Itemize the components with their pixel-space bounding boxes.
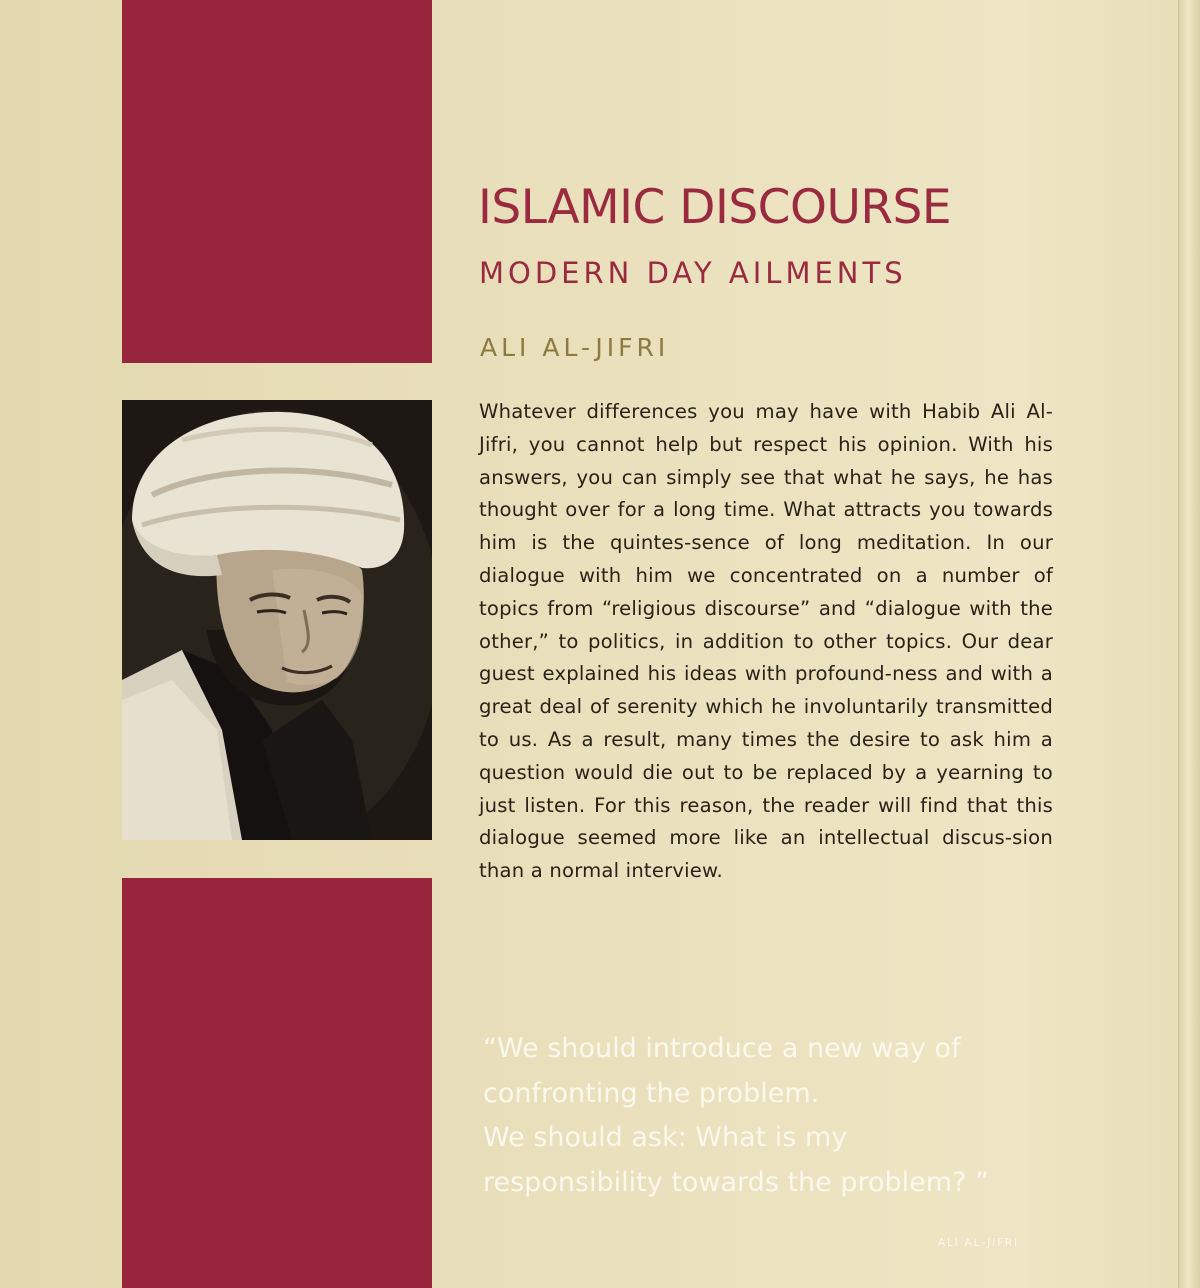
quote-line: “We should introduce a new way of	[483, 1033, 961, 1064]
author-name: ALI AL-JIFRI	[480, 333, 670, 362]
author-portrait-icon	[122, 400, 432, 840]
quote-line: We should ask: What is my	[483, 1122, 848, 1153]
pull-quote	[483, 1027, 1103, 1205]
quote-credit: ALI AL-JIFRI	[938, 1237, 1019, 1249]
quote-line: responsibility towards the problem? ”	[483, 1166, 989, 1198]
blurb-text: Whatever differences you may have with Habib Ali Al-Jifri, you cannot help but respect his opinion. With his answers, you can simply see that what he says, he has thought over for a long time. What attracts you towards him is the quintes-sence of long meditation. In our dialogue with him we concentrated on a number of topics from “religious discourse” and “dialogue with the other,” to politics, in addition to other topics. Our dear guest explained his ideas with profound-ness and with a great deal of serenity which he involuntarily transmitted to us. As a result, many times the desire to ask him a question would die out to be replaced by a yearning to just listen. For this reason, the reader will find that this dialogue seemed more like an intellectual discus-sion than a normal interview.	[479, 400, 1053, 883]
spine-edge	[1178, 0, 1200, 1288]
book-subtitle: MODERN DAY AILMENTS	[479, 256, 907, 290]
red-block-bottom	[122, 878, 432, 1288]
red-block-top	[122, 0, 432, 363]
quote-line: confronting the problem.	[483, 1077, 820, 1109]
book-title: ISLAMIC DISCOURSE	[478, 180, 952, 235]
